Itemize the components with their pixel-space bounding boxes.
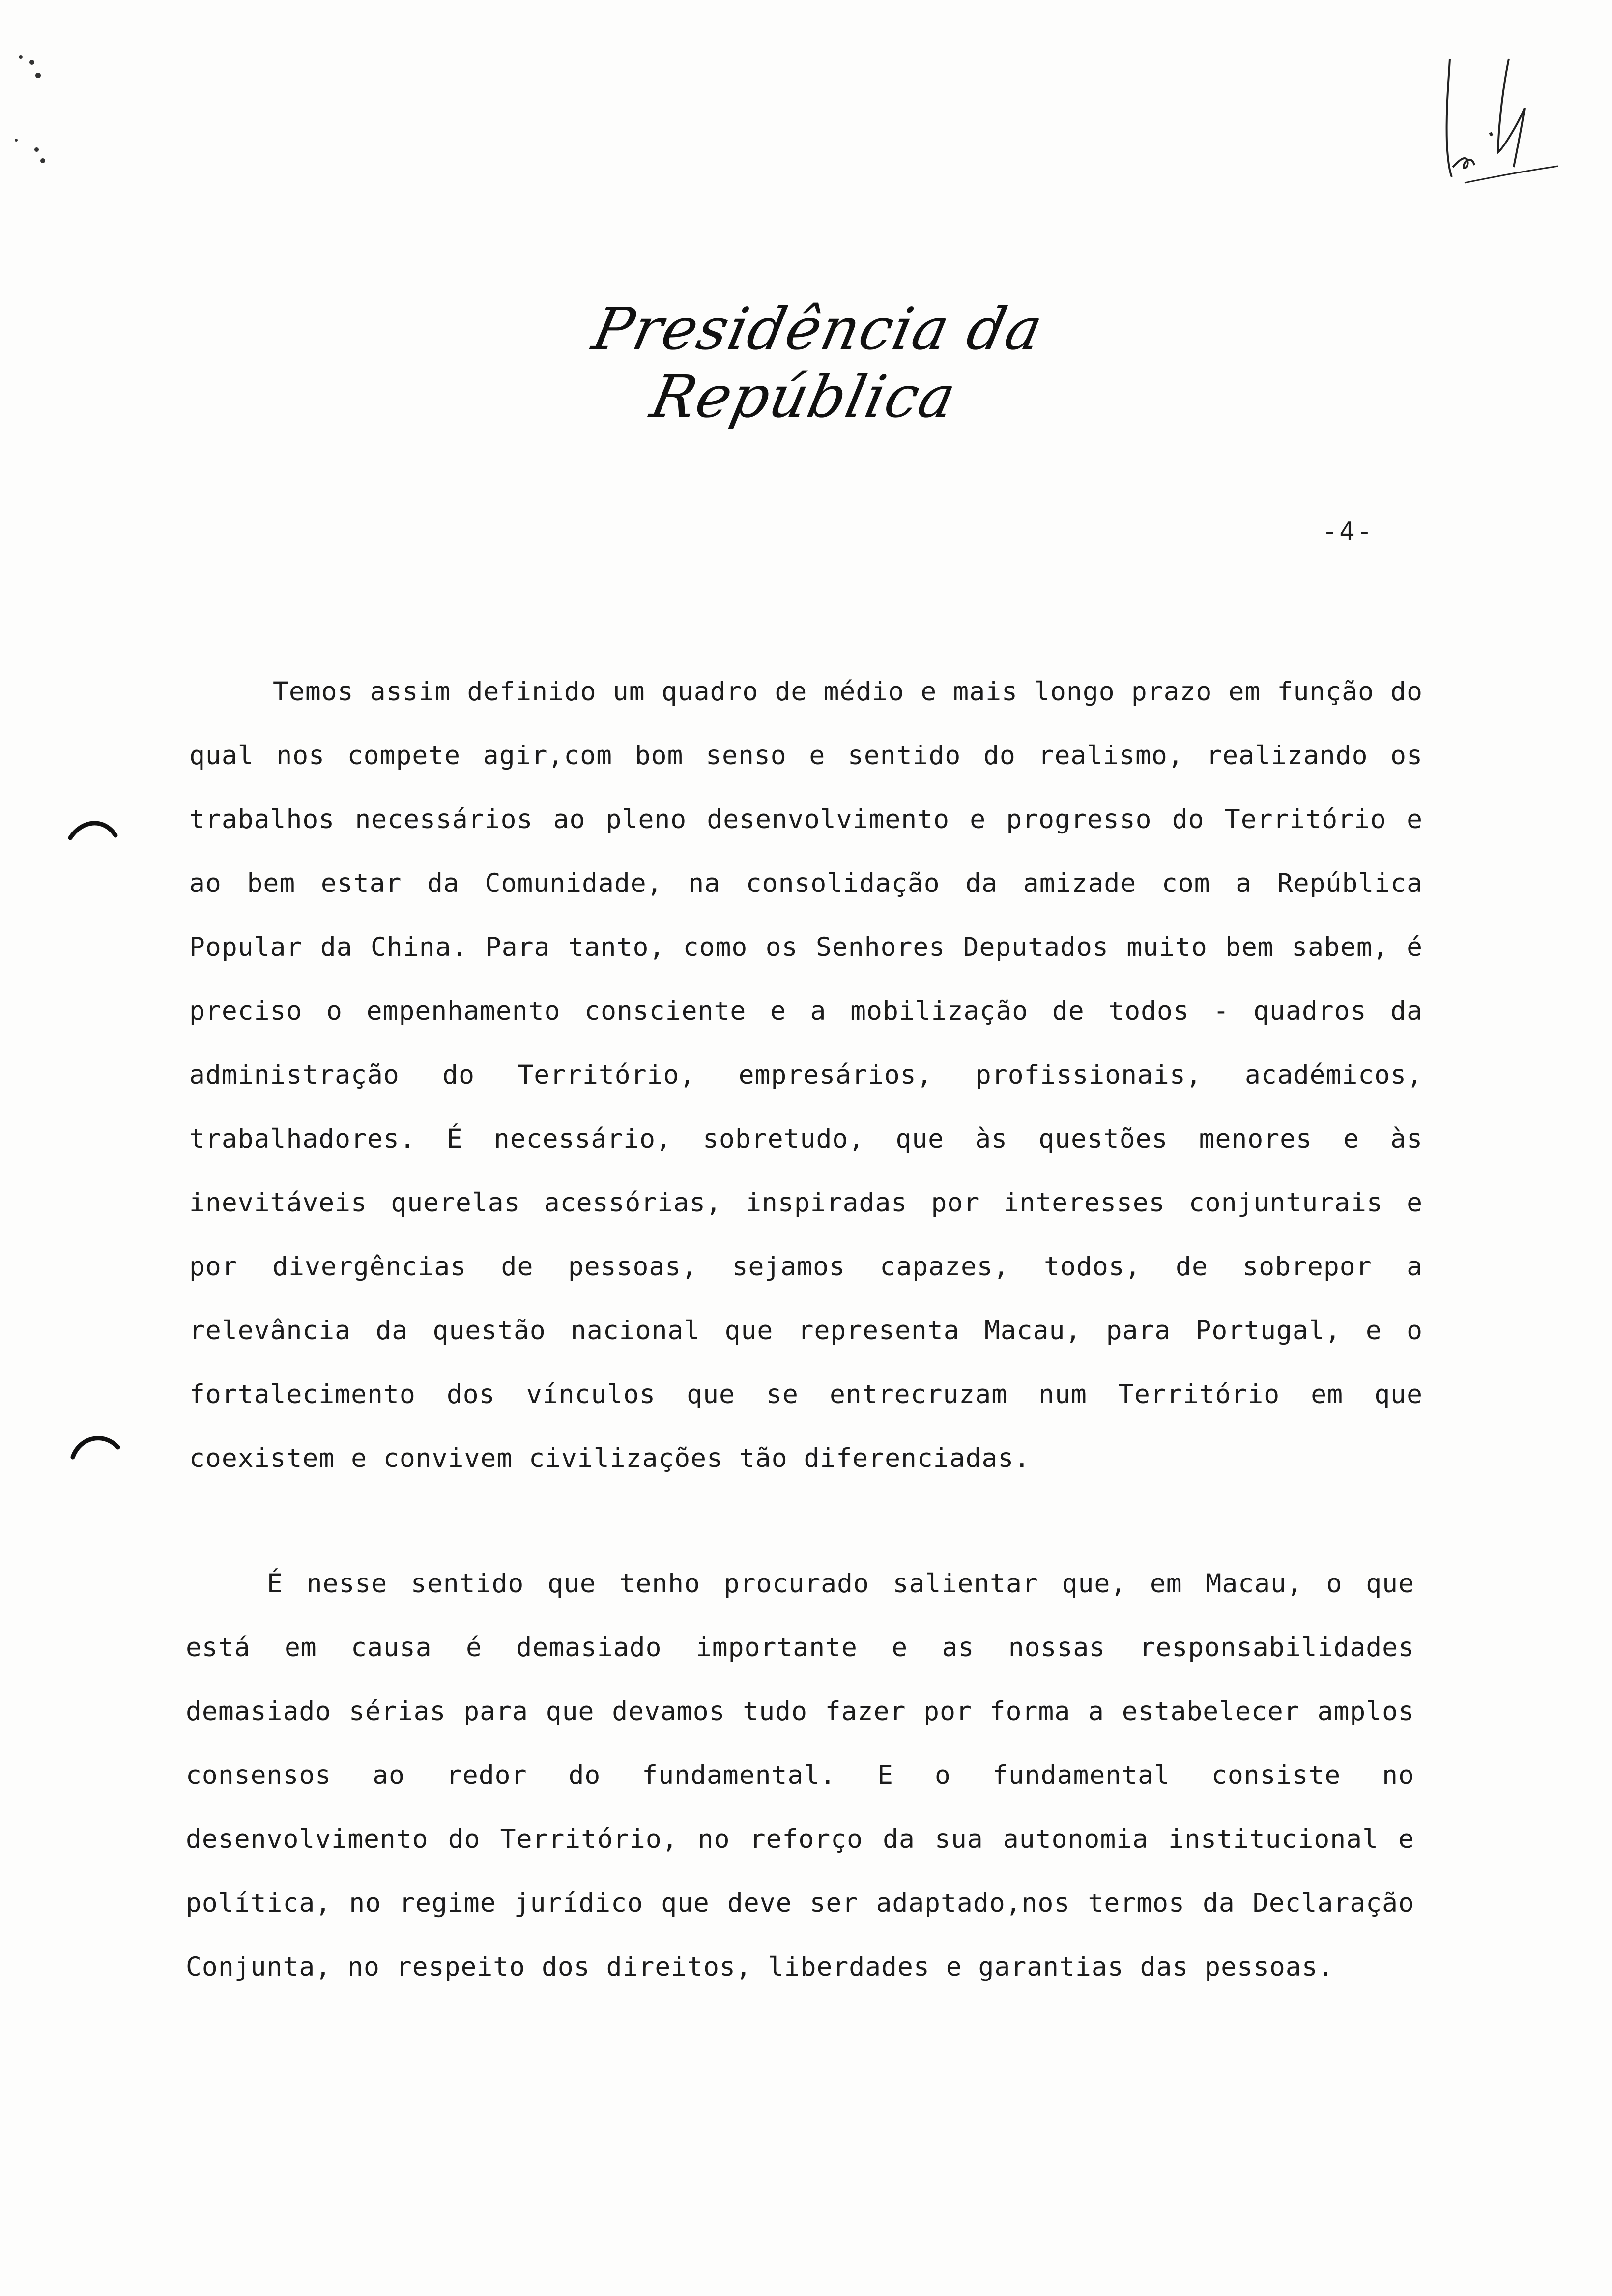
margin-bracket-icon (66, 811, 120, 845)
scan-speck (15, 139, 18, 142)
page-number: -4- (1322, 517, 1374, 546)
letterhead-title: Presidência da República (587, 295, 1049, 430)
scan-speck (34, 147, 39, 152)
scan-speck (40, 158, 45, 163)
body-paragraph: É nesse sentido que tenho procurado salientar que, em Macau, o que está em causa é demasiado importante e as nossas responsabilidades demasiado sérias para que devamos tudo fazer por forma a estabelecer amplos consensos ao redor do fundamental. E o fundamental consiste no desenvolvimento do Território, no reforço da sua autonomia institucional e política, no regime jurídico que deve ser adaptado,nos termos da Declaração Conjunta, no respeito dos direitos, liberdades e garantias das pessoas. (186, 1569, 1414, 1982)
margin-bracket-icon (69, 1428, 123, 1462)
scan-speck (35, 73, 41, 78)
scan-speck (19, 55, 23, 59)
scan-speck (29, 60, 34, 65)
handwritten-initials-icon (1435, 49, 1568, 197)
body-paragraph: Temos assim definido um quadro de médio e mais longo prazo em função do qual nos compete agir,com bom senso e sentido do realismo, realizando os trabalhos necessários ao pleno desenvolvimento e progresso do Território e ao bem estar da Comunidade, na consolidação da amizade com a República Popular da China. Para tanto, como os Senhores Deputados muito bem sabem, é preciso o empenhamento consciente e a mobilização de todos - quadros da administração do Território, empresários, profissionais, académicos, trabalhadores. É necessário, sobretudo, que às questões menores e às inevitáveis querelas acessórias, inspiradas por interesses conjunturais e por divergências de pessoas, sejamos capazes, todos, de sobrepor a relevância da questão nacional que representa Macau, para Portugal, e o fortalecimento dos vínculos que se entrecruzam num Território em que coexistem e convivem civilizações tão diferenciadas. (189, 677, 1423, 1473)
